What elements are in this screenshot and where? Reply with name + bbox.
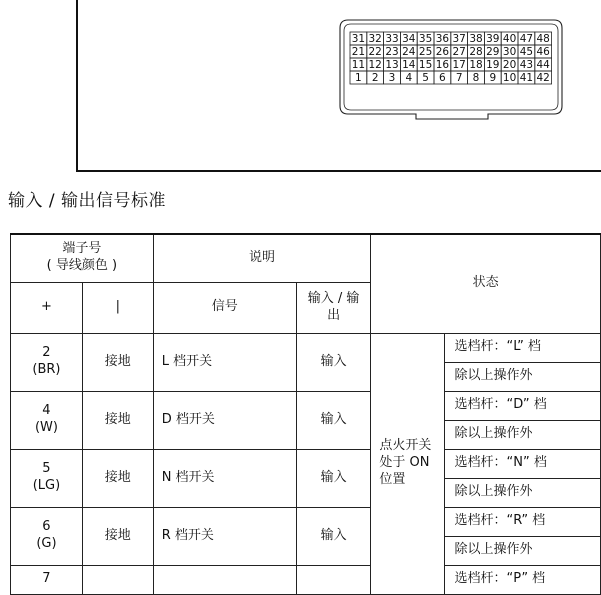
signal-cell	[153, 565, 296, 594]
header-minus: |	[82, 282, 153, 333]
ground-cell	[82, 565, 153, 594]
state-cell: 除以上操作外	[444, 478, 601, 507]
pin-number: 45	[519, 46, 534, 58]
pin-number: 15	[418, 59, 433, 71]
io-signal-table	[10, 233, 601, 595]
pin-number: 19	[486, 59, 500, 71]
pin-number: 12	[368, 59, 382, 71]
pin-number: 5	[422, 72, 429, 84]
state-cell: 除以上操作外	[444, 536, 601, 565]
pin-number: 42	[536, 72, 550, 84]
pin-number: 34	[402, 33, 416, 45]
table-row	[11, 507, 601, 536]
header-io: 输入 / 输出	[296, 282, 371, 333]
pin-cell: 2 (BR)	[11, 333, 83, 391]
table-row	[11, 565, 601, 594]
header-state: 状态	[371, 234, 601, 333]
pin-cell: 6 (G)	[11, 507, 83, 565]
pin-number: 17	[452, 59, 466, 71]
io-cell: 输入	[296, 507, 371, 565]
pin-number: 13	[385, 59, 399, 71]
pin-number: 28	[469, 46, 483, 58]
signal-cell: N 档开关	[153, 449, 296, 507]
pin-number: 30	[502, 46, 517, 58]
header-signal: 信号	[153, 282, 296, 333]
pin-number: 2	[371, 72, 379, 84]
pin-cell: 4 (W)	[11, 391, 83, 449]
condition-cell: 点火开关 处于 ON 位置	[371, 333, 444, 594]
pin-number: 26	[435, 46, 450, 58]
header-terminal: 端子号 ( 导线颜色 )	[11, 234, 154, 282]
state-cell: 选档杆：“L” 档	[444, 333, 601, 362]
pin-number: 46	[536, 46, 550, 58]
pin-cell: 7	[11, 565, 83, 594]
pin-number: 16	[435, 59, 450, 71]
pin-number: 48	[536, 33, 550, 45]
pin-number: 4	[405, 72, 413, 84]
pin-number: 37	[452, 33, 466, 45]
pin-number: 27	[452, 46, 466, 58]
pin-number: 25	[418, 46, 433, 58]
pin-number: 47	[519, 33, 534, 45]
section-title: 输入 / 输出信号标准	[8, 191, 167, 211]
pin-number: 36	[435, 33, 450, 45]
pin-number: 7	[455, 72, 463, 84]
pin-number: 6	[439, 72, 446, 84]
io-cell: 输入	[296, 333, 371, 391]
io-cell	[296, 565, 371, 594]
pin-number: 1	[355, 72, 362, 84]
pin-number: 39	[486, 33, 500, 45]
pin-number: 44	[536, 59, 550, 71]
pin-number: 8	[472, 72, 480, 84]
pin-number: 35	[418, 33, 433, 45]
pin-number: 14	[402, 59, 416, 71]
pin-number: 9	[489, 72, 497, 84]
pin-number: 18	[469, 59, 483, 71]
state-cell: 选档杆：“D” 档	[444, 391, 601, 420]
ground-cell: 接地	[82, 449, 153, 507]
ground-cell: 接地	[82, 391, 153, 449]
pin-number: 32	[368, 33, 382, 45]
pin-number: 43	[519, 59, 534, 71]
io-cell: 输入	[296, 449, 371, 507]
pin-number: 3	[388, 72, 396, 84]
pin-number: 20	[502, 59, 517, 71]
table-row	[11, 333, 601, 362]
pin-number: 29	[486, 46, 500, 58]
pin-number: 33	[385, 33, 399, 45]
header-plus: +	[11, 282, 83, 333]
io-cell: 输入	[296, 391, 371, 449]
pin-number: 21	[351, 46, 366, 58]
table-row	[11, 391, 601, 420]
pin-number: 40	[502, 33, 517, 45]
state-cell: 除以上操作外	[444, 420, 601, 449]
pin-number: 23	[385, 46, 399, 58]
pin-cell: 5 (LG)	[11, 449, 83, 507]
signal-cell: L 档开关	[153, 333, 296, 391]
pin-number: 41	[519, 72, 534, 84]
ground-cell: 接地	[82, 333, 153, 391]
state-cell: 选档杆：“R” 档	[444, 507, 601, 536]
state-cell: 选档杆：“N” 档	[444, 449, 601, 478]
pin-number: 10	[502, 72, 517, 84]
state-cell: 选档杆：“P” 档	[444, 565, 601, 594]
header-description: 说明	[153, 234, 371, 282]
pin-number: 31	[351, 33, 366, 45]
pin-number: 11	[351, 59, 366, 71]
pin-grid	[350, 32, 552, 84]
signal-cell: R 档开关	[153, 507, 296, 565]
connector-diagram	[336, 16, 566, 122]
pin-number: 38	[469, 33, 483, 45]
pin-number: 24	[402, 46, 416, 58]
header-row-1	[11, 234, 601, 282]
pin-number: 22	[368, 46, 382, 58]
ground-cell: 接地	[82, 507, 153, 565]
table-row	[11, 449, 601, 478]
signal-cell: D 档开关	[153, 391, 296, 449]
state-cell: 除以上操作外	[444, 362, 601, 391]
